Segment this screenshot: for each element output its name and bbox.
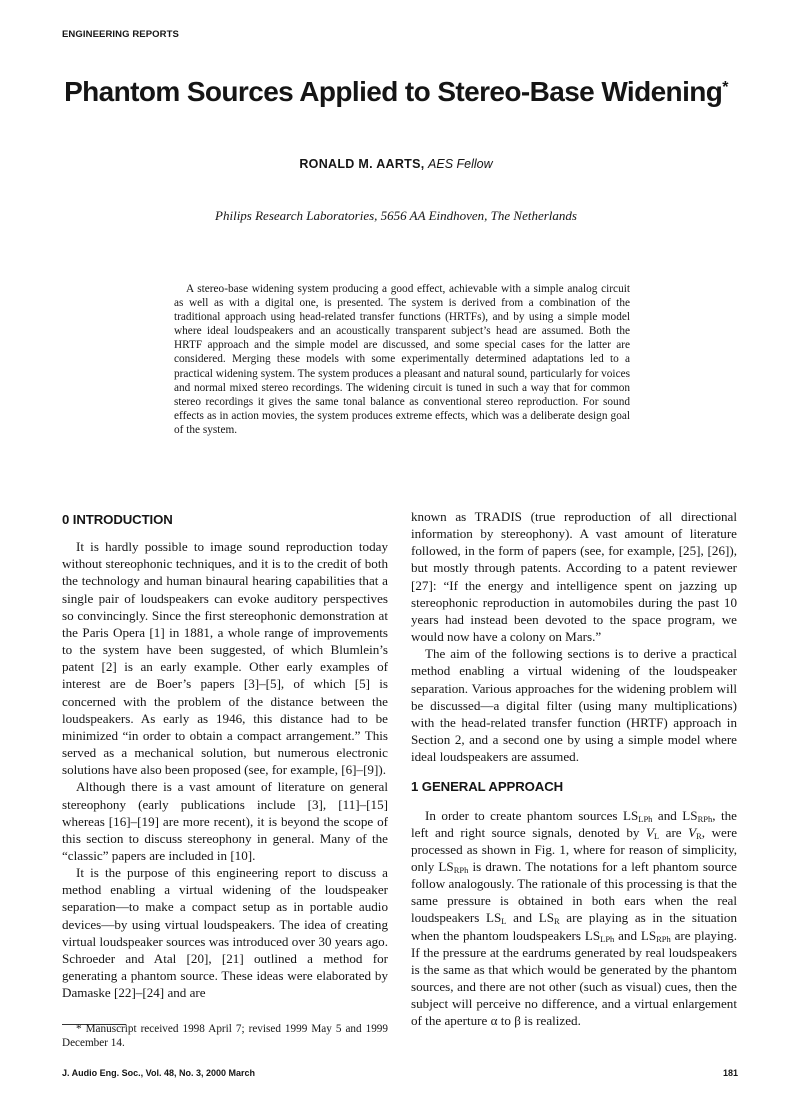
abstract: A stereo-base widening system producing a good effect, achievable with a simple analog circuit as well as with a digital one, is presented. The system is derived from a combination of the traditional approach using head-related transfer functions (HRTFs), and by using a simple model where ideal loudspeakers and an acoustically transparent subject’s head are assumed. Both the HRTF approach and the simple model are discussed, and some special cases for the latter are considered. Merging these models with some experimentally determined adaptations led to a practical widening system. The system produces a pleasant and natural sound, particularly for voices and normal mixed stereo recordings. The widening circuit is tuned in such a way that for common stereo recordings it gives the same tonal balance as conventional stereo reproduction. For sound effects as in action movies, the system produces extreme effects, which was a deliberate design goal of the system. xyxy=(174,283,630,436)
math-variable: V xyxy=(645,824,654,840)
author-name: RONALD M. AARTS, xyxy=(299,157,425,171)
paragraph: The aim of the following sections is to derive a practical method enabling a virtual widening of the loudspeaker separation. Various approaches for the widening problem will be discussed—a digital filter (using many multiplications) with the head-related transfer function (HRTF) approach in Section 2, and a second one by using a simple model where ideal loudspeakers are assumed. xyxy=(411,646,737,765)
footnote: * Manuscript received 1998 April 7; revised 1999 May 5 and 1999 December 14. xyxy=(62,1023,388,1049)
section-heading-general-approach: 1 GENERAL APPROACH xyxy=(411,779,564,795)
paragraph xyxy=(411,807,737,1030)
text-run: , the left and right source signals, denoted by xyxy=(411,807,737,840)
subscript: RPh xyxy=(656,933,671,944)
subscript: L xyxy=(501,916,507,927)
paragraph: Although there is a vast amount of literature on general stereophony (early publications include [3], [11]–[15] whereas [16]–[19] are more recent), it is beyond the scope of this section to discuss stereophony in general. Many of the “classic” papers are included in [10]. xyxy=(62,779,388,863)
right-column xyxy=(411,508,737,1030)
left-column xyxy=(62,508,388,1001)
paragraph: It is the purpose of this engineering report to discuss a method enabling a virtual widening of the loudspeaker separation—to make a compact setup as in portable audio devices—by using virtual loudspeakers. The idea of creating virtual loudspeaker sources was introduced over 30 years ago. Schroeder and Atal [20], [21] outlined a method for generating a phantom source. These ideas were elaborated by Damaske [22]–[24] and are xyxy=(62,865,388,1001)
text-run: are playing as in the situation when the phantom loudspeakers LS xyxy=(411,910,737,943)
author-line xyxy=(40,157,752,171)
paragraph-continued: known as TRADIS (true reproduction of all directional information by stereophony). A vast amount of literature followed, in the form of papers (see, for example, [25], [26]), but mostly through patents. According to a patent reviewer [27]: “If the energy and intelligence spent on jazzing up stereophonic reproduction in automobiles during the past 10 years had instead been devoted to the space program, we would now have a colony on Mars.” xyxy=(411,509,737,645)
text-run: In order to create phantom sources LS xyxy=(425,807,639,823)
footer-journal-citation: J. Audio Eng. Soc., Vol. 48, No. 3, 2000 March xyxy=(62,1068,256,1078)
text-run: and LS xyxy=(614,927,657,943)
running-head: ENGINEERING REPORTS xyxy=(62,29,179,40)
text-run: and LS xyxy=(506,910,554,926)
math-variable: V xyxy=(688,824,697,840)
page-number: 181 xyxy=(722,1068,738,1078)
paper-title xyxy=(40,76,752,108)
paragraph: It is hardly possible to image sound reproduction today without stereophonic techniques, and it is to the credit of both the technology and human binaural hearing capabilities that a single pair of loudspeakers can evoke auditory perspectives so convincingly. Since the first stereophonic demonstration at the Paris Opera [1] in 1881, a whole range of improvements to the system have been suggested, of which Blumlein’s patent [2] is an early example. Other early examples of interest are de Boer’s papers [3]–[5], of which [5] is concerned with the problem of the distance between the loudspeakers. As early as 1946, this distance had to be minimized “in order to obtain a compact arrangement.” This served as a mechanical solution, but numerous electronic solutions have also been proposed (see, for example, [6]–[9]). xyxy=(62,539,388,778)
subscript: LPh xyxy=(600,933,615,944)
text-run: is drawn. The notations for a left phantom source follow analogously. The rationale of this processing is that the same pressure is obtained in both ears when the real loudspeakers LS xyxy=(411,858,737,926)
subscript: LPh xyxy=(638,813,653,824)
text-run: are playing. If the pressure at the eardrums generated by real loudspeakers is the same as that which would be generated by the phantom sources, and there are not other (such as visual) cues, then the subject will perceive no difference, and a virtual enlargement of the aperture α to β is realized. xyxy=(411,927,737,1029)
section-heading-introduction: 0 INTRODUCTION xyxy=(62,512,173,527)
text-run: are xyxy=(659,824,689,840)
subscript: R xyxy=(553,916,560,927)
paper-title-text: Phantom Sources Applied to Stereo-Base Widening xyxy=(64,76,723,107)
institution: Philips Research Laboratories, 5656 AA Eindhoven, The Netherlands xyxy=(215,208,577,223)
subscript: RPh xyxy=(453,864,469,875)
author-affiliation: AES Fellow xyxy=(428,157,493,171)
title-footnote-mark: * xyxy=(722,79,728,96)
subscript: L xyxy=(653,830,660,841)
text-run: and LS xyxy=(652,807,698,823)
subscript: R xyxy=(696,830,702,841)
text-run: , were processed as shown in Fig. 1, where for reason of simplicity, only LS xyxy=(411,824,738,874)
subscript: RPh xyxy=(697,813,713,824)
